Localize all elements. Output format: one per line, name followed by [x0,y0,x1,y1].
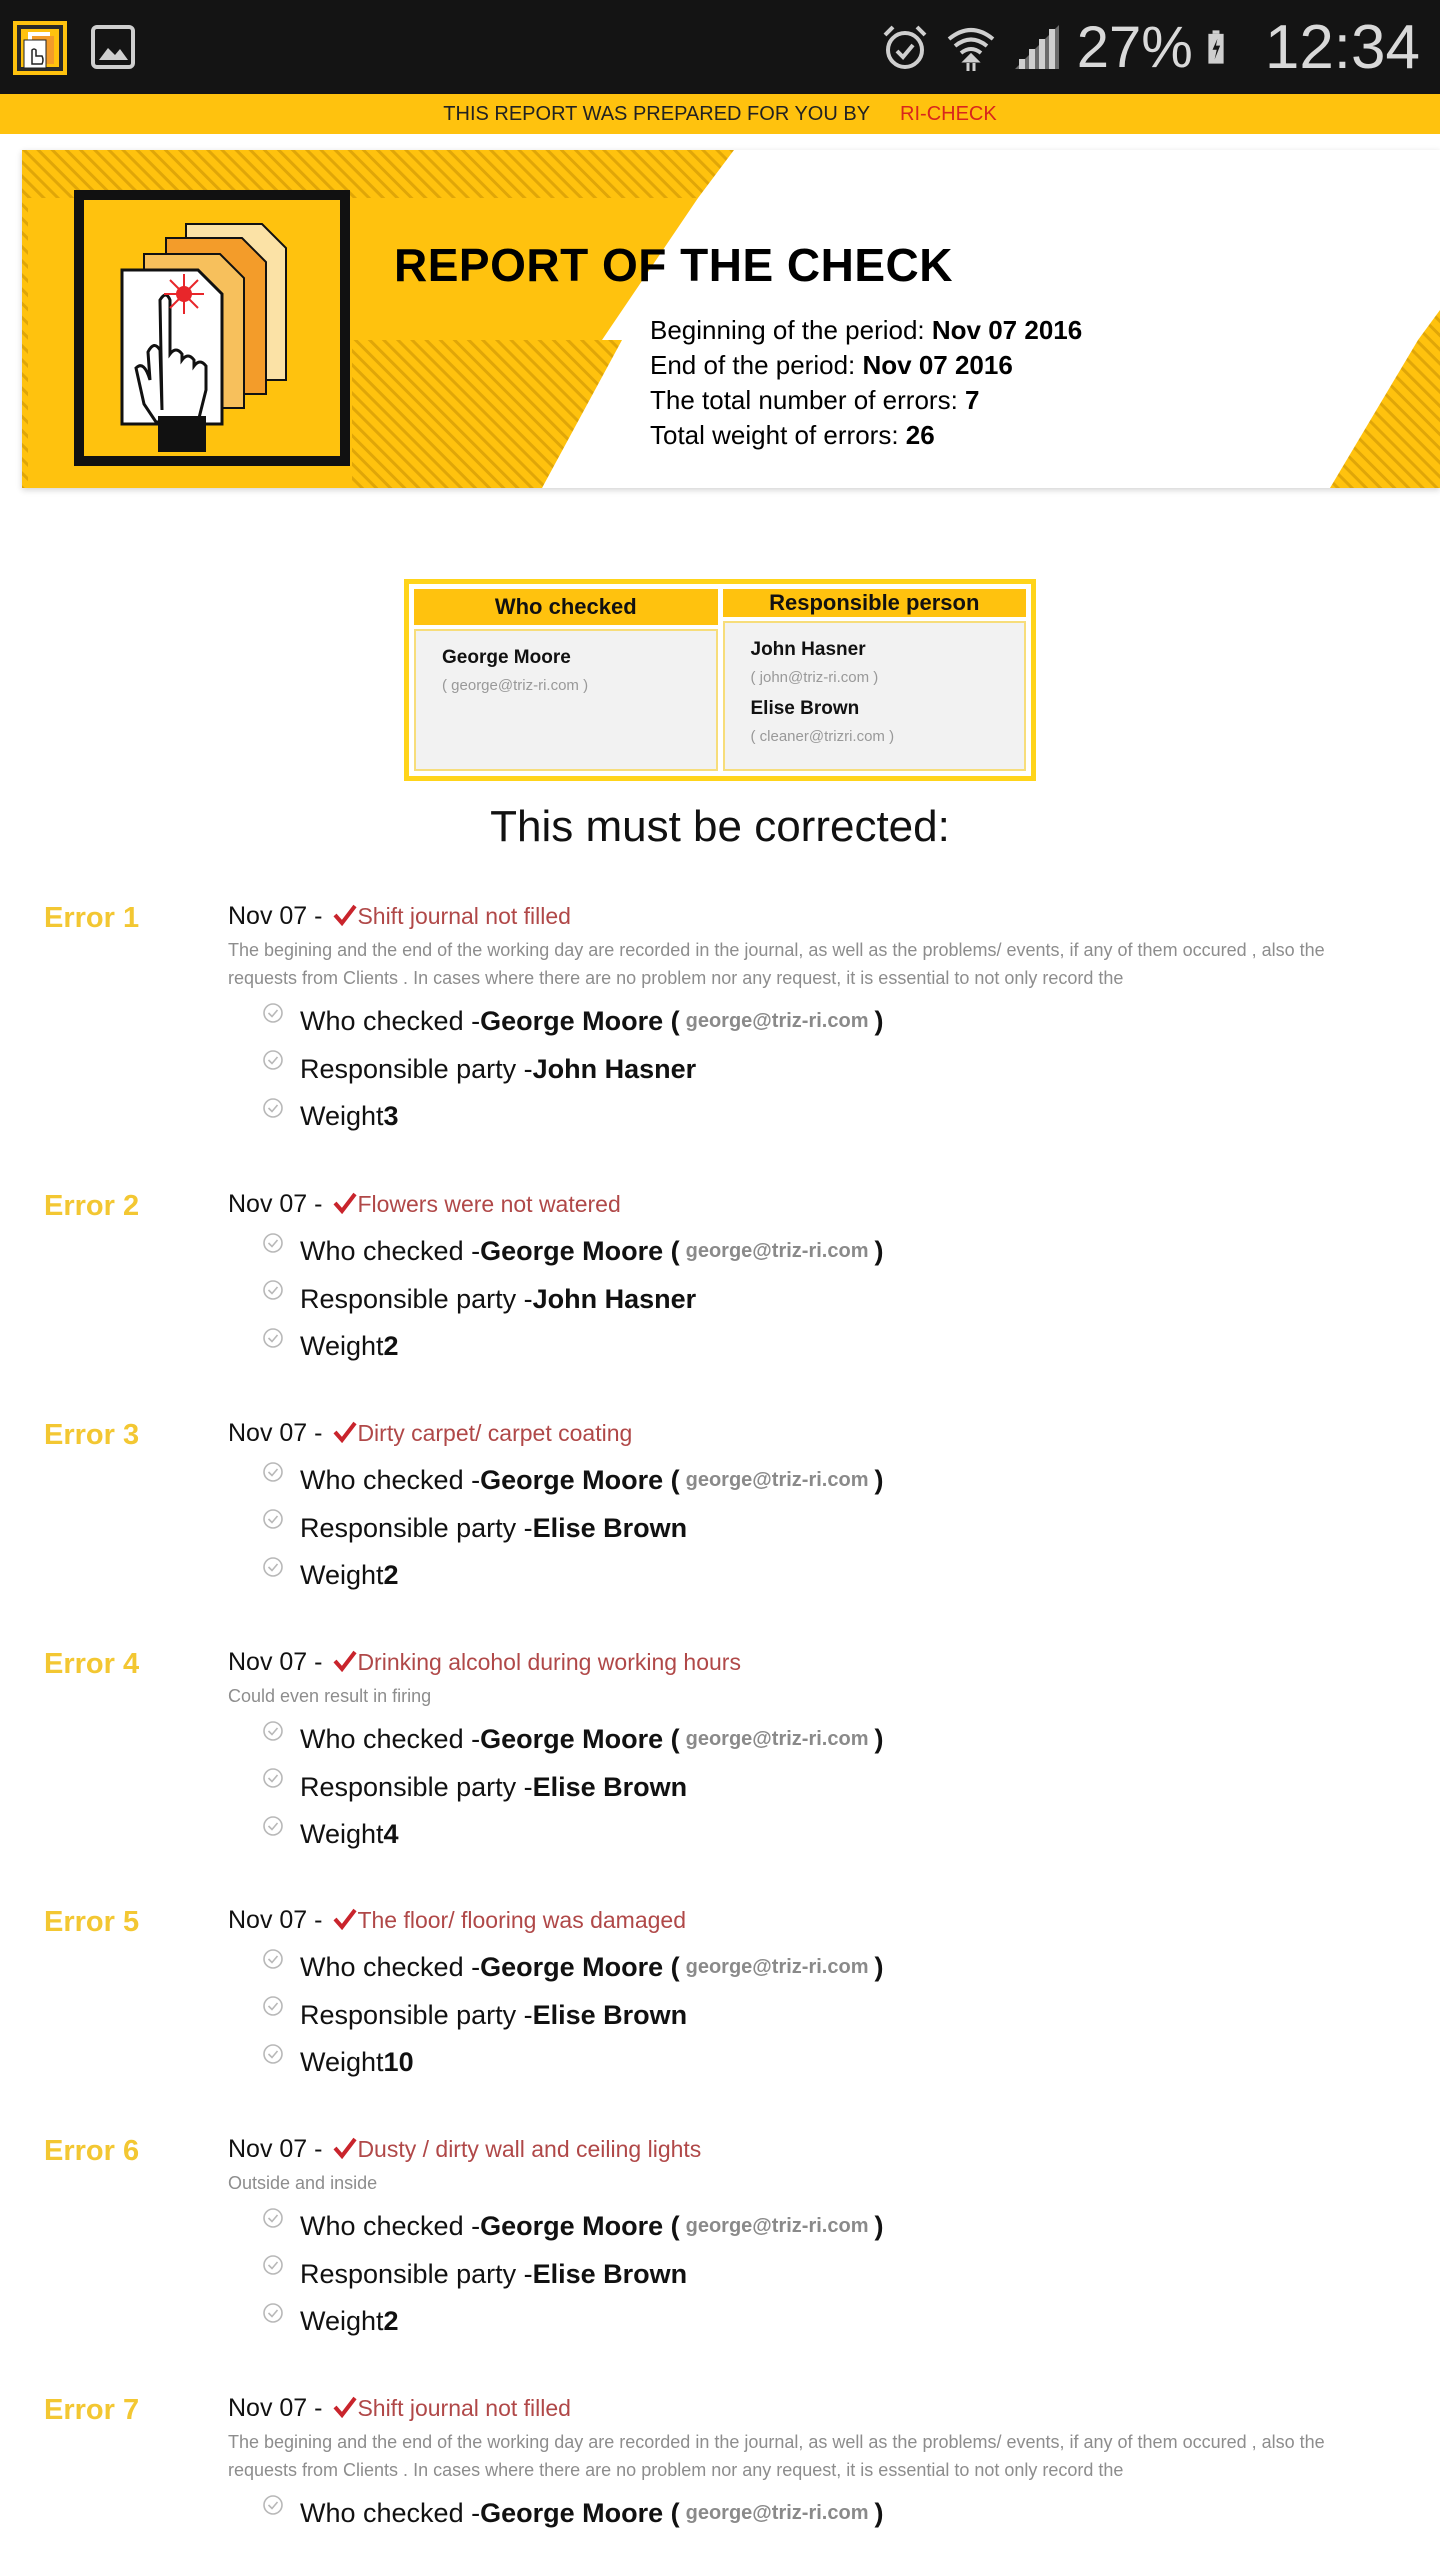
check-circle-icon [262,1461,284,1483]
error-title: Drinking alcohol during working hours [357,1649,741,1675]
error-date: Nov 07 - [228,2135,330,2163]
detail-who-checked: Who checked - George Moore ( george@triz-ri.com ) [262,1228,884,1276]
detail-weight: Weight 3 [262,1093,884,1141]
check-circle-icon [262,1995,284,2017]
error-date: Nov 07 - [228,2394,330,2422]
check-circle-icon [262,1097,284,1119]
check-circle-icon [262,1556,284,1578]
check-icon [333,1192,357,1214]
detail-weight: Weight 4 [262,1811,884,1859]
check-icon [333,1908,357,1930]
error-label: Error 7 [44,2394,140,2426]
checker-email: george@triz-ri.com [685,1728,869,1751]
error-label: Error 3 [44,1419,140,1451]
responsible-email: ( john@triz-ri.com ) [750,669,879,686]
check-icon [333,2396,357,2418]
total-errors: The total number of errors: 7 [650,385,980,415]
error-title: Flowers were not watered [357,1191,621,1217]
error-title: Dusty / dirty wall and ceiling lights [357,2136,702,2162]
detail-who-checked: Who checked - George Moore ( george@triz-ri.com ) [262,1716,884,1764]
error-date: Nov 07 - [228,1648,330,1676]
detail-who-checked: Who checked - George Moore ( george@triz-ri.com ) [262,2203,884,2251]
check-circle-icon [262,1767,284,1789]
who-checked-column [414,589,718,771]
detail-weight: Weight 2 [262,1323,884,1371]
wifi-icon [945,21,997,73]
error-date: Nov 07 - [228,1419,330,1447]
check-circle-icon [262,1327,284,1349]
error-details [262,1228,884,1371]
detail-who-checked: Who checked - George Moore ( george@triz-ri.com ) [262,1457,884,1505]
prepared-banner [0,94,1440,134]
report-summary [650,313,1082,453]
check-circle-icon [262,2302,284,2324]
check-icon [333,904,357,926]
check-circle-icon [262,1002,284,1024]
detail-weight: Weight 10 [262,2039,884,2087]
responsible-list [723,621,1027,771]
battery-percent: 27% [1076,14,1193,80]
check-circle-icon [262,2043,284,2065]
detail-responsible: Responsible party - Elise Brown [262,1992,884,2040]
check-circle-icon [262,1049,284,1071]
error-label: Error 6 [44,2135,140,2167]
checker-email: george@triz-ri.com [685,1010,869,1033]
error-title: Shift journal not filled [357,2395,571,2421]
check-icon [333,2137,357,2159]
error-details [262,998,884,1141]
detail-who-checked: Who checked - George Moore ( george@triz-ri.com ) [262,2490,884,2538]
error-title: The floor/ flooring was damaged [357,1907,687,1933]
period-end: End of the period: Nov 07 2016 [650,350,1013,380]
checker-email: george@triz-ri.com [685,2215,869,2238]
report-header [22,150,1440,488]
detail-weight: Weight 2 [262,2298,884,2346]
clock: 12:34 [1264,12,1420,82]
error-description: Outside and inside [228,2173,378,2193]
error-heading [228,1419,632,1448]
report-logo-icon [74,190,350,466]
checker-email: george@triz-ri.com [685,2502,869,2525]
check-circle-icon [262,1279,284,1301]
responsible-name: Elise Brown [750,698,860,719]
check-icon [333,1421,357,1443]
error-details [262,1457,884,1600]
checker-email: george@triz-ri.com [685,1956,869,1979]
error-heading [228,1190,621,1219]
error-label: Error 1 [44,902,140,934]
responsible-email: ( cleaner@trizri.com ) [750,728,895,745]
error-details [262,2490,884,2538]
error-details [262,1944,884,2087]
error-label: Error 2 [44,1190,140,1222]
error-heading [228,1648,741,1677]
detail-responsible: Responsible party - Elise Brown [262,1764,884,1812]
error-details [262,1716,884,1859]
status-bar [0,0,1440,94]
report-title: REPORT OF THE CHECK [394,239,953,291]
error-label: Error 5 [44,1906,140,1938]
report-app-icon[interactable] [12,20,68,76]
who-checked-header: Who checked [414,589,718,625]
check-circle-icon [262,1720,284,1742]
error-heading [228,2394,571,2423]
check-circle-icon [262,2254,284,2276]
check-circle-icon [262,1815,284,1837]
detail-who-checked: Who checked - George Moore ( george@triz-ri.com ) [262,998,884,1046]
detail-responsible: Responsible party - Elise Brown [262,2251,884,2299]
error-heading [228,902,571,931]
detail-responsible: Responsible party - Elise Brown [262,1505,884,1553]
checker-email: ( george@triz-ri.com ) [442,677,589,694]
check-icon [333,1650,357,1672]
error-date: Nov 07 - [228,902,330,930]
error-details [262,2203,884,2346]
who-checked-list [414,629,718,771]
alarm-icon [879,21,931,73]
battery-icon [1207,21,1243,73]
brand-link[interactable]: RI-CHECK [900,102,997,125]
check-circle-icon [262,1508,284,1530]
image-icon [88,22,138,72]
prepared-text: THIS REPORT WAS PREPARED FOR YOU BY [443,102,871,125]
total-weight: Total weight of errors: 26 [650,420,935,450]
detail-weight: Weight 2 [262,1552,884,1600]
error-title: Shift journal not filled [357,903,571,929]
responsible-name: John Hasner [750,639,866,660]
detail-responsible: Responsible party - John Hasner [262,1046,884,1094]
error-title: Dirty carpet/ carpet coating [357,1420,633,1446]
error-description: Could even result in firing [228,1686,432,1706]
status-icons [879,0,1420,94]
check-circle-icon [262,2207,284,2229]
period-begin: Beginning of the period: Nov 07 2016 [650,315,1083,345]
signal-icon [1011,21,1063,73]
error-heading [228,1906,686,1935]
error-label: Error 4 [44,1648,140,1680]
error-description: The begining and the end of the working day are recorded in the journal, as well as the problems/ events, if any of them occured , also the requests from Clients . In cases where there are no problem nor any request, it is essential to not only record the [228,2432,1325,2480]
error-date: Nov 07 - [228,1906,330,1934]
error-heading [228,2135,701,2164]
check-circle-icon [262,1232,284,1254]
people-table [404,579,1036,781]
error-description: The begining and the end of the working day are recorded in the journal, as well as the problems/ events, if any of them occured , also the requests from Clients . In cases where there are no problem nor any request, it is essential to not only record the [228,940,1325,988]
checker-email: george@triz-ri.com [685,1240,869,1263]
responsible-header: Responsible person [723,589,1027,617]
check-circle-icon [262,1948,284,1970]
responsible-column [723,589,1027,771]
detail-responsible: Responsible party - John Hasner [262,1276,884,1324]
error-date: Nov 07 - [228,1190,330,1218]
checker-email: george@triz-ri.com [685,1469,869,1492]
checker-name: George Moore [442,647,571,668]
check-circle-icon [262,2494,284,2516]
section-title: This must be corrected: [490,802,950,851]
detail-who-checked: Who checked - George Moore ( george@triz-ri.com ) [262,1944,884,1992]
